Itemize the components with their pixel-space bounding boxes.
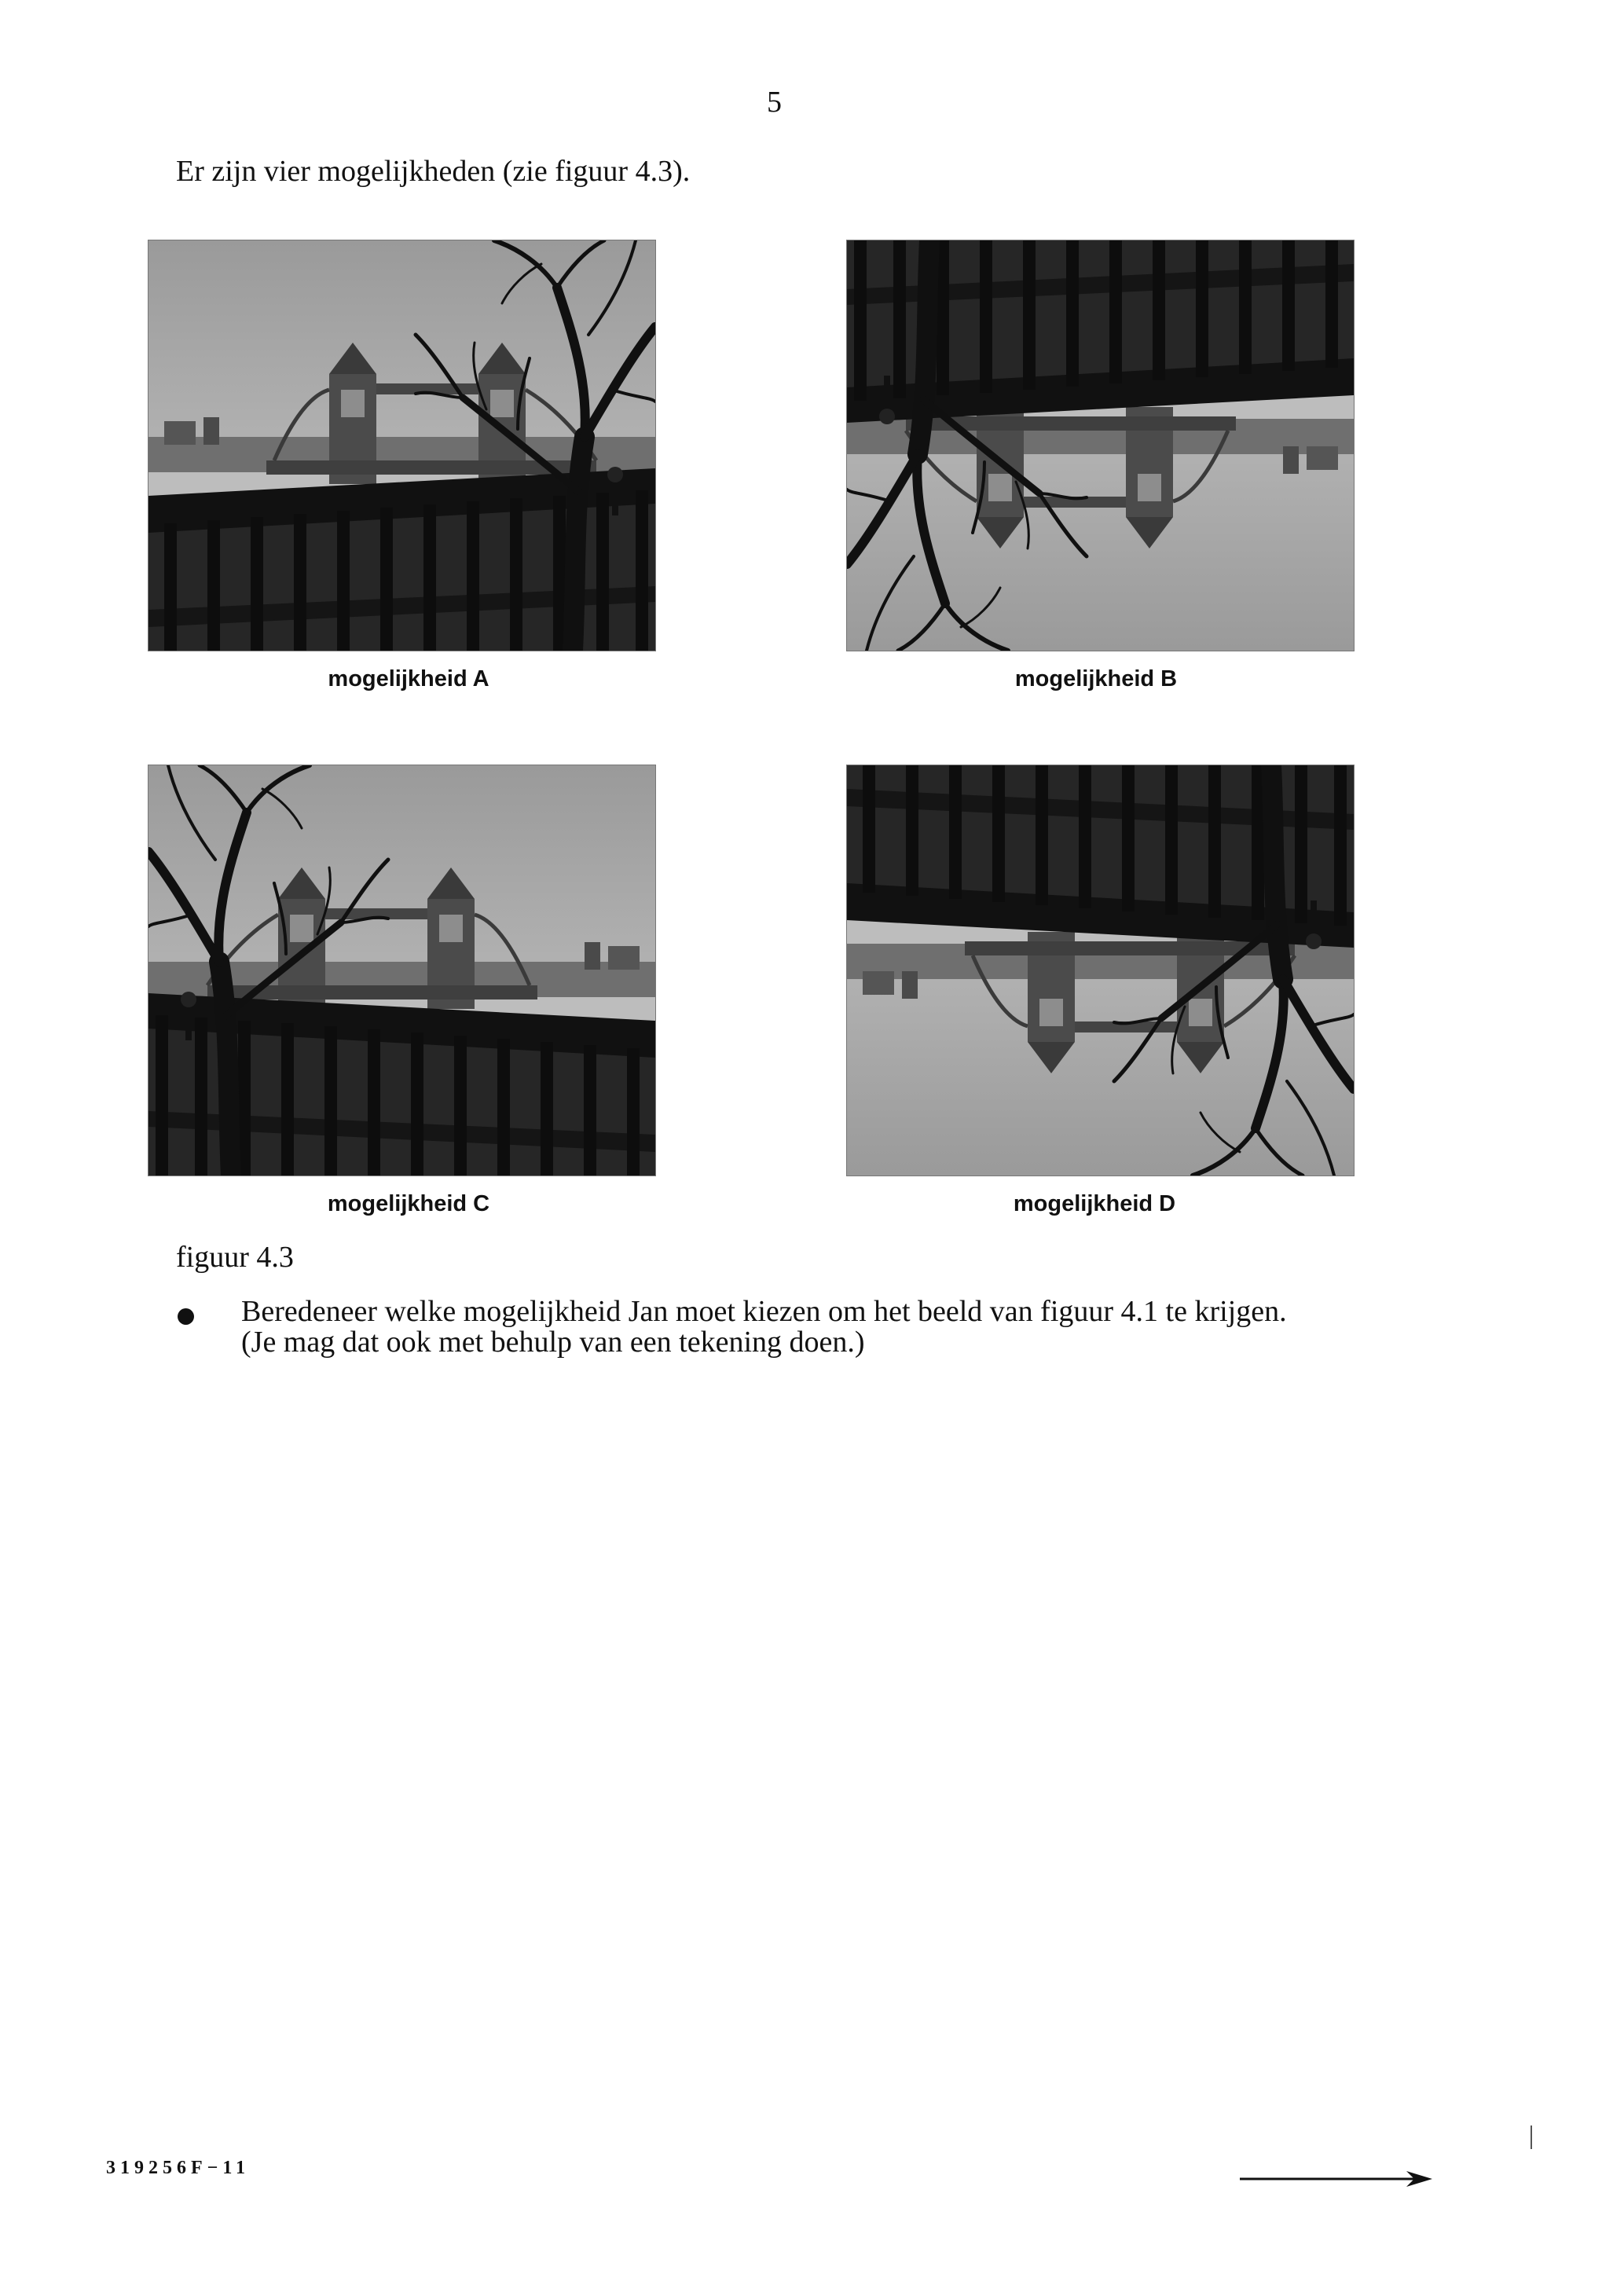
caption-mogelijkheid-d: mogelijkheid D: [1013, 1191, 1176, 1216]
photo-mogelijkheid-c: [148, 765, 656, 1176]
arrow-right-icon: [1240, 2167, 1432, 2191]
margin-mark: [1531, 2125, 1532, 2149]
question-line-2: (Je mag dat ook met behulp van een tekening doen.): [241, 1326, 865, 1359]
figure-label: figuur 4.3: [176, 1241, 294, 1274]
caption-mogelijkheid-c: mogelijkheid C: [327, 1191, 490, 1216]
bullet-dot-icon: [178, 1308, 194, 1325]
caption-mogelijkheid-b: mogelijkheid B: [1014, 666, 1178, 691]
question-text: [241, 1297, 1287, 1358]
photo-mogelijkheid-a: [148, 240, 656, 651]
question-line-1: Beredeneer welke mogelijkheid Jan moet kiezen om het beeld van figuur 4.1 te krijgen.: [241, 1295, 1287, 1328]
caption-mogelijkheid-a: mogelijkheid A: [328, 666, 489, 691]
intro-text: Er zijn vier mogelijkheden (zie figuur 4.3).: [176, 155, 691, 188]
page-number: 5: [767, 86, 782, 119]
footer-code: 319256F−11: [106, 2158, 251, 2178]
photo-mogelijkheid-b: [846, 240, 1355, 651]
photo-mogelijkheid-d: [846, 765, 1355, 1176]
